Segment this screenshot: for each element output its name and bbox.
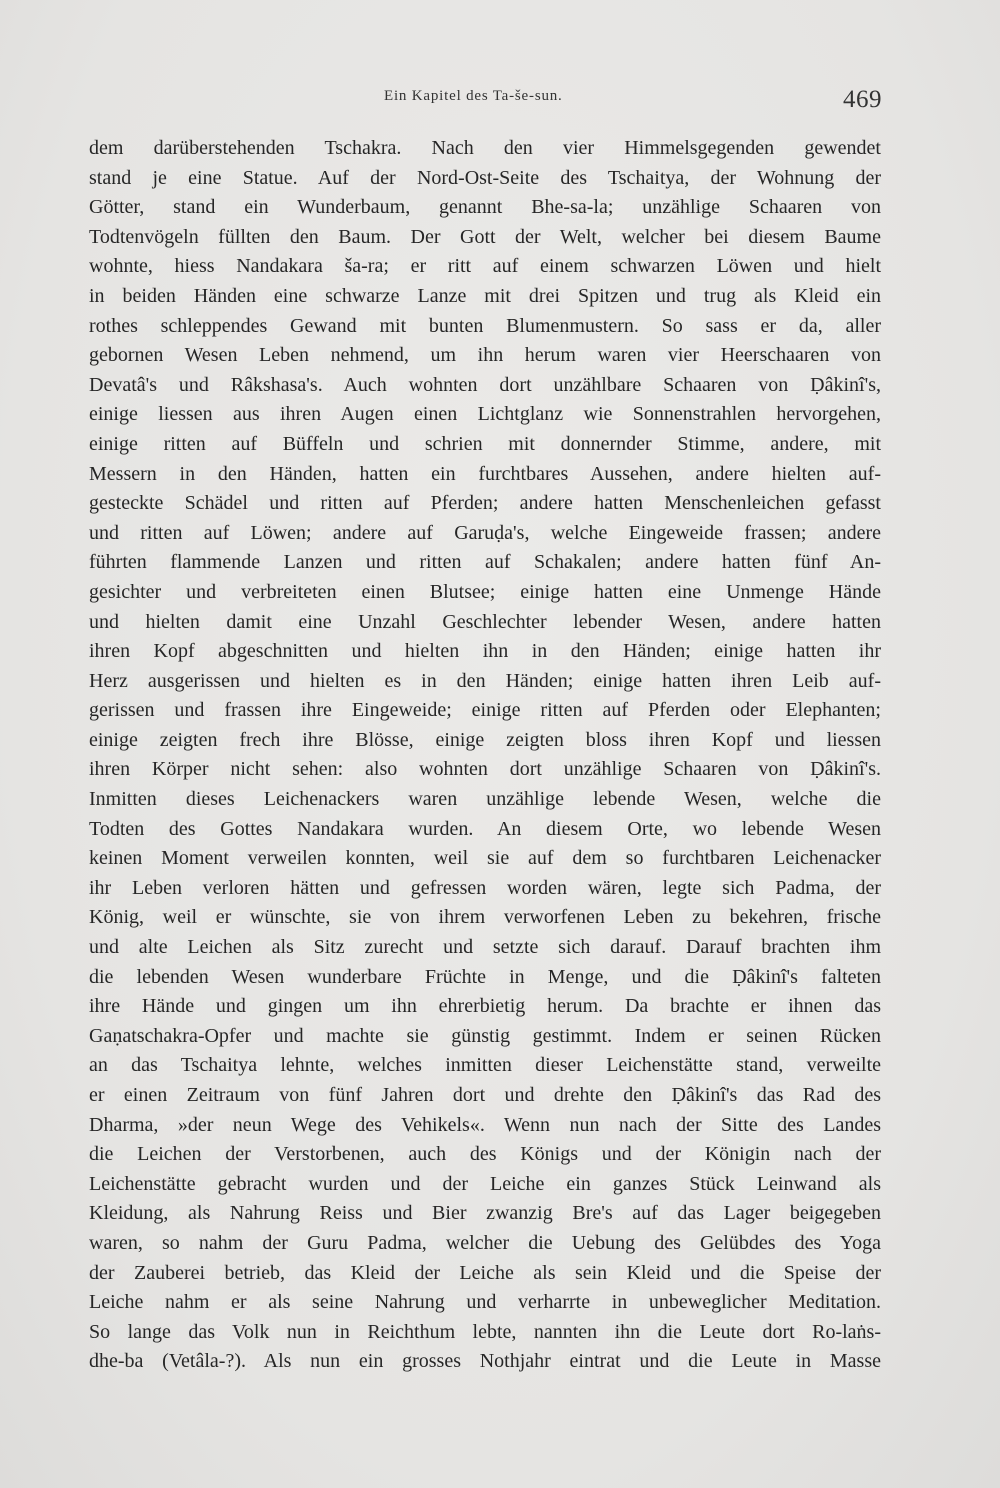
text-line: gesichter und verbreiteten einen Blutsee; einige hatten eine Unmenge Hände xyxy=(89,580,881,603)
text-line: und ritten auf Löwen; andere auf Garuḍa's, welche Eingeweide frassen; andere xyxy=(89,521,881,544)
text-line: waren, so nahm der Guru Padma, welcher die Uebung des Gelübdes des Yoga xyxy=(89,1231,881,1254)
text-line: Todten des Gottes Nandakara wurden. An diesem Orte, wo lebende Wesen xyxy=(89,817,881,840)
text-line: ihren Körper nicht sehen: also wohnten dort unzählige Schaaren von Ḍâkinî's. xyxy=(89,758,881,781)
text-line: der Zauberei betrieb, das Kleid der Leiche als sein Kleid und die Speise der xyxy=(89,1261,881,1284)
text-line: führten flammende Lanzen und ritten auf Schakalen; andere hatten fünf An- xyxy=(89,551,881,574)
text-line: einige liessen aus ihren Augen einen Lichtglanz wie Sonnenstrahlen hervorgehen, xyxy=(89,403,881,426)
text-line: an das Tschaitya lehnte, welches inmitten dieser Leichenstätte stand, verweilte xyxy=(89,1054,881,1077)
text-line: keinen Moment verweilen konnten, weil sie auf dem so furchtbaren Leichenacker xyxy=(89,847,881,870)
running-title: Ein Kapitel des Ta-še-sun. xyxy=(384,88,563,104)
text-line: Leiche nahm er als seine Nahrung und verharrte in unbeweglicher Meditation. xyxy=(89,1291,881,1314)
text-line: Inmitten dieses Leichenackers waren unzählige lebende Wesen, welche die xyxy=(89,788,881,811)
text-line: So lange das Volk nun in Reichthum lebte, nannten ihn die Leute dort Ro-laṅs- xyxy=(89,1320,881,1343)
page-number: 469 xyxy=(843,86,882,113)
text-line: gebornen Wesen Leben nehmend, um ihn herum waren vier Heerschaaren von xyxy=(89,344,881,367)
text-line: ihren Kopf abgeschnitten und hielten ihn in den Händen; einige hatten ihr xyxy=(89,640,881,663)
text-line: Todtenvögeln füllten den Baum. Der Gott der Welt, welcher bei diesem Baume xyxy=(89,225,881,248)
page-header xyxy=(0,86,1000,116)
text-line: und hielten damit eine Unzahl Geschlechter lebender Wesen, andere hatten xyxy=(89,610,881,633)
text-line: dem darüberstehenden Tschakra. Nach den vier Himmelsgegenden gewendet xyxy=(89,137,881,159)
text-line: einige ritten auf Büffeln und schrien mit donnernder Stimme, andere, mit xyxy=(89,432,881,455)
text-line: einige zeigten frech ihre Blösse, einige zeigten bloss ihren Kopf und liessen xyxy=(89,728,881,751)
text-line: die lebenden Wesen wunderbare Früchte in Menge, und die Ḍâkinî's falteten xyxy=(89,965,881,988)
body-text xyxy=(89,134,881,1377)
text-line: Devatâ's und Râkshasa's. Auch wohnten dort unzählbare Schaaren von Ḍâkinî's, xyxy=(89,373,881,396)
text-line: Kleidung, als Nahrung Reiss und Bier zwanzig Bre's auf das Lager beigegeben xyxy=(89,1202,881,1225)
text-line: Gaṇatschakra-Opfer und machte sie günstig gestimmt. Indem er seinen Rücken xyxy=(89,1024,881,1047)
text-line: er einen Zeitraum von fünf Jahren dort und drehte den Ḍâkinî's das Rad des xyxy=(89,1084,881,1106)
text-line: ihr Leben verloren hätten und gefressen worden wären, legte sich Padma, der xyxy=(89,876,881,899)
text-line: Dharma, »der neun Wege des Vehikels«. Wenn nun nach der Sitte des Landes xyxy=(89,1113,881,1136)
text-line: und alte Leichen als Sitz zurecht und setzte sich darauf. Darauf brachten ihm xyxy=(89,936,881,959)
text-line: ihre Hände und gingen um ihn ehrerbietig herum. Da brachte er ihnen das xyxy=(89,995,881,1018)
text-line: gerissen und frassen ihre Eingeweide; einige ritten auf Pferden oder Elephanten; xyxy=(89,699,881,722)
text-line: wohnte, hiess Nandakara ša-ra; er ritt auf einem schwarzen Löwen und hielt xyxy=(89,255,881,278)
text-line: Herz ausgerissen und hielten es in den Händen; einige hatten ihren Leib auf- xyxy=(89,669,881,692)
text-line: dhe-ba (Vetâla-?). Als nun ein grosses Nothjahr eintrat und die Leute in Masse xyxy=(89,1350,881,1373)
text-line: stand je eine Statue. Auf der Nord-Ost-Seite des Tschaitya, der Wohnung der xyxy=(89,166,881,189)
text-line: die Leichen der Verstorbenen, auch des Königs und der Königin nach der xyxy=(89,1143,881,1166)
text-line: Leichenstätte gebracht wurden und der Leiche ein ganzes Stück Leinwand als xyxy=(89,1172,881,1195)
text-line: gesteckte Schädel und ritten auf Pferden; andere hatten Menschenleichen gefasst xyxy=(89,492,881,515)
text-line: Messern in den Händen, hatten ein furchtbares Aussehen, andere hielten auf- xyxy=(89,462,881,485)
text-line: Götter, stand ein Wunderbaum, genannt Bhe-sa-la; unzählige Schaaren von xyxy=(89,196,881,219)
text-line: König, weil er wünschte, sie von ihrem verworfenen Leben zu bekehren, frische xyxy=(89,906,881,929)
text-line: in beiden Händen eine schwarze Lanze mit drei Spitzen und trug als Kleid ein xyxy=(89,284,881,307)
text-line: rothes schleppendes Gewand mit bunten Blumenmustern. So sass er da, aller xyxy=(89,314,881,337)
